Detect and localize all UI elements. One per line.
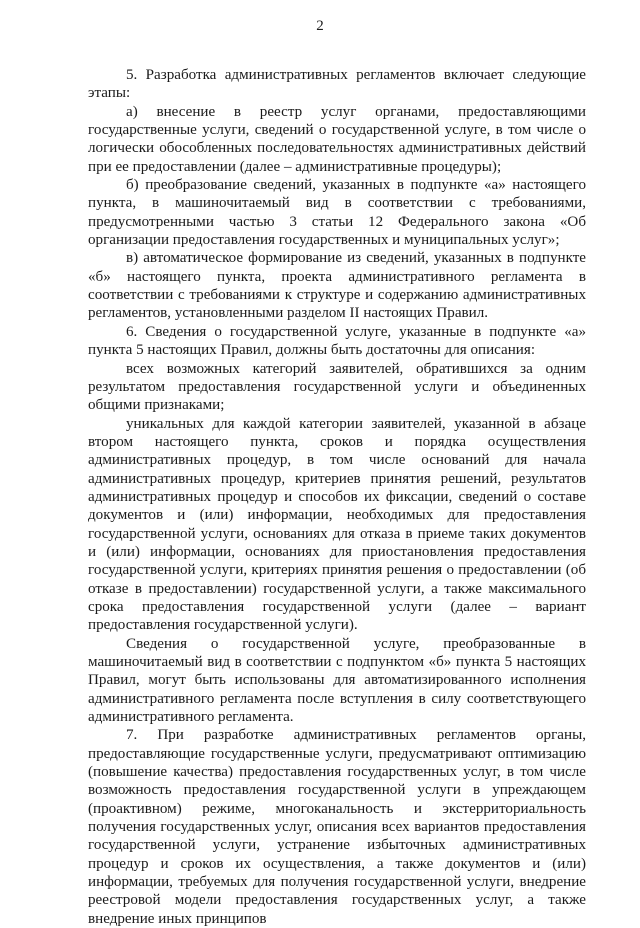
paragraph-5a: а) внесение в реестр услуг органами, предоставляющими государственные услуги, сведений о государственной услуге, в том числе о логически обособленных последовательностях административных действий при ее предоставлении (далее – административные процедуры); [88, 103, 586, 175]
paragraph-6-machine-readable: Сведения о государственной услуге, преобразованные в машиночитаемый вид в соответствии с подпунктом «б» пункта 5 настоящих Правил, могут быть использованы для автоматизированного исполнения административного регламента после вступления в силу соответствующего административного регламента. [88, 635, 586, 726]
paragraph-5: 5. Разработка административных регламентов включает следующие этапы: [88, 67, 586, 102]
paragraph-5v: в) автоматическое формирование из сведений, указанных в подпункте «б» настоящего пункта, проекта административного регламента в соответствии с требованиями к структуре и содержанию административных регламентов, установленными разделом II настоящих Правил. [88, 250, 586, 322]
paragraph-6: 6. Сведения о государственной услуге, указанные в подпункте «а» пункта 5 настоящих Правил, должны быть достаточны для описания: [88, 323, 586, 359]
paragraph-7: 7. При разработке административных регламентов органы, предоставляющие государственные услуги, предусматривают оптимизацию (повышение качества) предоставления государственных услуг, в том числе возможность предоставления государственной услуги в упреждающем (проактивном) режиме, многоканальность и экстерриториальность получения государственных услуг, описания всех вариантов предоставления государственной услуги, устранение избыточных административных процедур и сроков их осуществления, а также документов и (или) информации, требуемых для получения государственной услуги, внедрение реестровой модели предоставления государственных услуг, а также внедрение иных принципов [88, 727, 586, 927]
document-body [88, 66, 586, 928]
paragraph-5b: б) преобразование сведений, указанных в подпункте «а» настоящего пункта, в машиночитаемый вид в соответствии с требованиями, предусмотренными частью 3 статьи 12 Федерального закона «Об организации предоставления государственных и муниципальных услуг»; [88, 177, 586, 249]
paragraph-6-unique: уникальных для каждой категории заявителей, указанной в абзаце втором настоящего пункта, сроков и порядка осуществления административных процедур, в том числе оснований для начала административных процедур, критериев принятия решений, результатов административных процедур и способов их фиксации, сведений о составе документов и (или) информации, необходимых для предоставления государственной услуги, основаниях для отказа в приеме таких документов и (или) информации, основаниях для приостановления предоставления государственной услуги, критериях принятия решения о предоставлении (об отказе в предоставлении) государственной услуги, а также максимального срока предоставления государственной услуги (далее – вариант предоставления государственной услуги). [88, 415, 586, 634]
paragraph-6-categories: всех возможных категорий заявителей, обратившихся за одним результатом предоставления государственной услуги и объединенных общими признаками; [88, 360, 586, 414]
page-number: 2 [316, 18, 324, 34]
